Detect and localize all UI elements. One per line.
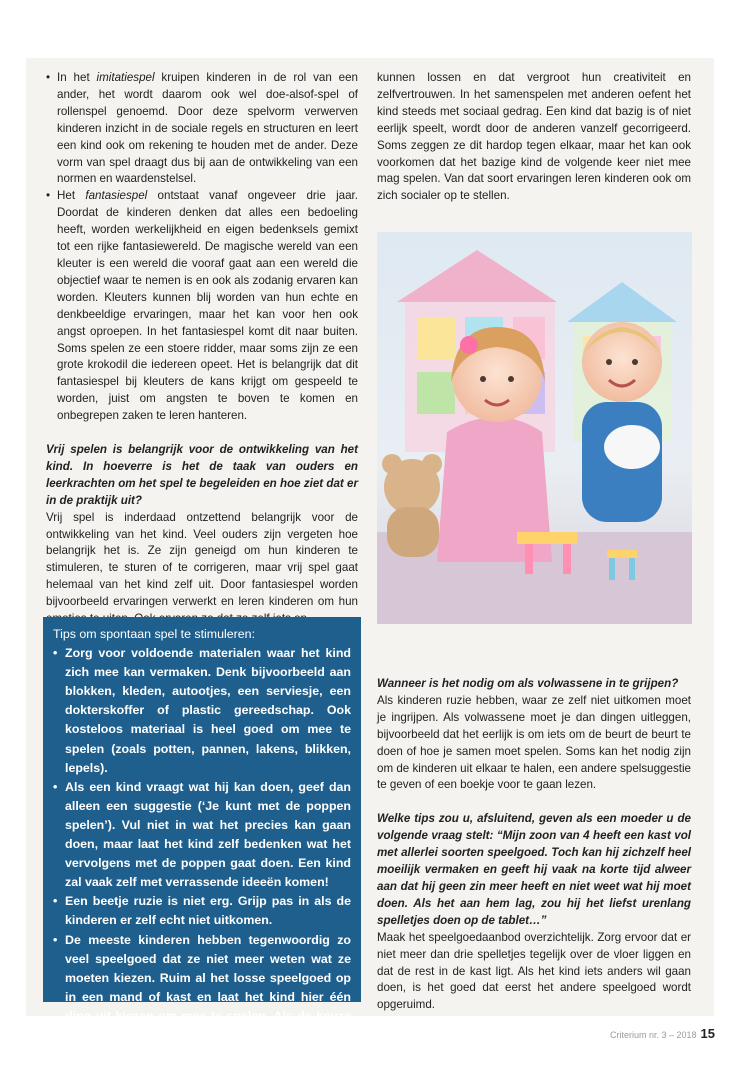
bullet-text: ontstaat vanaf ongeveer drie jaar. Doordat de kinderen denken dat alles een bedoeling heeft, worden werkelijkheid en eigen bedenksels gemixt tot een rijke fantasiewereld. De magische wereld van een kleuter is een wereld die vooraf gaat aan een wereld die objectief waar te nemen is en ook als zodanig ervaren kan worden. Kleuters kunnen blij worden van hun echte en denkbeeldige ervaringen, maar het kan voor hen ook angst oproepen. In het fantasiespel komt dit naar buiten. Soms spelen ze een stoere ridder, maar soms zijn ze een grote krokodil die iedereen opeet. Het is belangrijk dat dit fantasiespel bij kleuters de kans krijgt om gespeeld te worden, juist om angsten te boven te komen en onbegrepen zaken te leren hanteren. xyxy=(57,189,358,423)
list-item: • De meeste kinderen hebben tegenwoordig zo veel speelgoed dat ze niet meer weten wat ze moeten kiezen. Ruim al het losse speelgoed op in een mand of kast en laat het kind hier één ding uit kiezen om mee te spelen. Als de keuze wat beperkter is, zullen kinderen creatiever worden in het bedenken van een spel. xyxy=(53,931,351,1065)
page-footer xyxy=(610,1026,715,1041)
right-column-bottom xyxy=(377,676,691,1014)
page-number: 15 xyxy=(700,1026,715,1041)
interview-answer: Maak het speelgoedaanbod overzichtelijk. Zorg ervoor dat er niet meer dan drie spelletjes tegelijk over de vloer liggen en dat de rest in de kast ligt. Als het kind iets anders wil gaan doen, is het goed dat eerst het andere speelgoed wordt opgeruimd. xyxy=(377,930,691,1012)
interview-question: Vrij spelen is belangrijk voor de ontwikkeling van het kind. In hoeverre is het de taak van ouders en leerkrachten om het spel te begeleiden en hoe ziet dat er in de praktijk uit? xyxy=(46,443,358,507)
list-item: • Zorg voor voldoende materialen waar het kind zich mee kan vermaken. Denk bijvoorbeeld aan blokken, kleden, autootjes, een serviesje, een dokterskoffer of plastic gereedschap. Ook kosteloos materiaal is heel goed om mee te spelen (zoals potten, pannen, lakens, blikken, lepels). xyxy=(53,644,351,778)
tips-list xyxy=(53,644,351,1064)
list-item: • Als een kind vraagt wat hij kan doen, geef dan alleen een suggestie (‘Je kunt met de poppen spelen’). Vul niet in wat het precies kan gaan doen, maar laat het kind zelf bedenken wat het vervolgens met de poppen gaat doen. Een kind zal vaak zelf met verrassende ideeën komen! xyxy=(53,778,351,893)
left-column xyxy=(46,70,358,628)
interview-answer: Vrij spel is inderdaad ontzettend belangrijk voor de ontwikkeling van het kind. Veel ouders zijn vergeten hoe belangrijk het is. Ze zijn geneigd om hun kinderen te stimuleren, te sturen of te corrigeren, maar vrij spel gaat helemaal van het kind zelf uit. Door fantasiespel worden bijvoorbeeld ervaringen verwerkt en leren kinderen om hun xyxy=(46,510,358,609)
answer-continuation: kunnen lossen en dat vergroot hun creativiteit en zelfvertrouwen. In het samenspelen met anderen oefent het kind steeds met sociaal gedrag. Een kind dat bazig is of niet eerlijk speelt, wordt door de anderen vanzelf gecorrigeerd. Soms zeggen ze dit hardop tegen elkaar, maar het kan ook voorkomen dat het bazige kind de volgende keer niet mee mag spelen. Van dat soort ervaringen leren kinderen ook om zich socialer op te stellen. xyxy=(377,71,691,203)
publication-name: Criterium nr. 3 – 2018 xyxy=(609,1030,697,1040)
list-item xyxy=(46,70,358,188)
tips-title: Tips om spontaan spel te stimuleren: xyxy=(53,627,256,641)
bullet-text: Het xyxy=(57,189,86,203)
bullet-term: fantasiespel xyxy=(85,189,148,203)
bullet-term: imitatiespel xyxy=(96,71,155,84)
tips-box xyxy=(43,617,361,1062)
interview-answer: Als kinderen ruzie hebben, waar ze zelf niet uitkomen moet je ingrijpen. Als volwassene moet je dan dingen uitleggen, bijvoorbeeld dat het eerlijk is om iets om de beurt de beurt te doen of hoe je samen moet spelen. Soms kan het nodig zijn om de kinderen uit elkaar te halen, een andere spelsuggestie te geven of een boekje voor te gaan lezen. xyxy=(377,693,691,792)
list-item: • Een beetje ruzie is niet erg. Grijp pas in als de kinderen er zelf echt niet uitkomen. xyxy=(53,892,351,930)
spelvormen-list xyxy=(46,70,358,425)
children-playing-photo xyxy=(377,232,692,624)
interview-question: Wanneer is het nodig om als volwassene in te grijpen? xyxy=(377,677,679,690)
bullet-text: kruipen kinderen in de rol van een ander, het wordt daarom ook wel doe-alsof-spel of rollenspel genoemd. Door deze spelvorm verwerven kinderen inzicht in de sociale regels en structuren en leert een kind ook om rekening te houden met de ander. Deze vorm van spel draagt dus bij aan de ontwikkeling van een normen en waardenstelsel. xyxy=(57,71,359,186)
list-item xyxy=(46,188,358,425)
bullet-text: In het xyxy=(57,71,97,84)
right-column-top xyxy=(377,70,691,205)
interview-question: Welke tips zou u, afsluitend, geven als een moeder u de volgende vraag stelt: “Mijn zoon van 4 heeft een kast vol met allerlei soorten speelgoed. Toch kan hij zichzelf heel moeilijk vermaken en geeft hij vaak na korte tijd alweer aan dat hij geen zin meer heeft en niet weet wat hij moet doen. Als het aan hem lag, zou hij het liefst urenlang spelletjes doen op de tablet…” xyxy=(377,812,691,927)
